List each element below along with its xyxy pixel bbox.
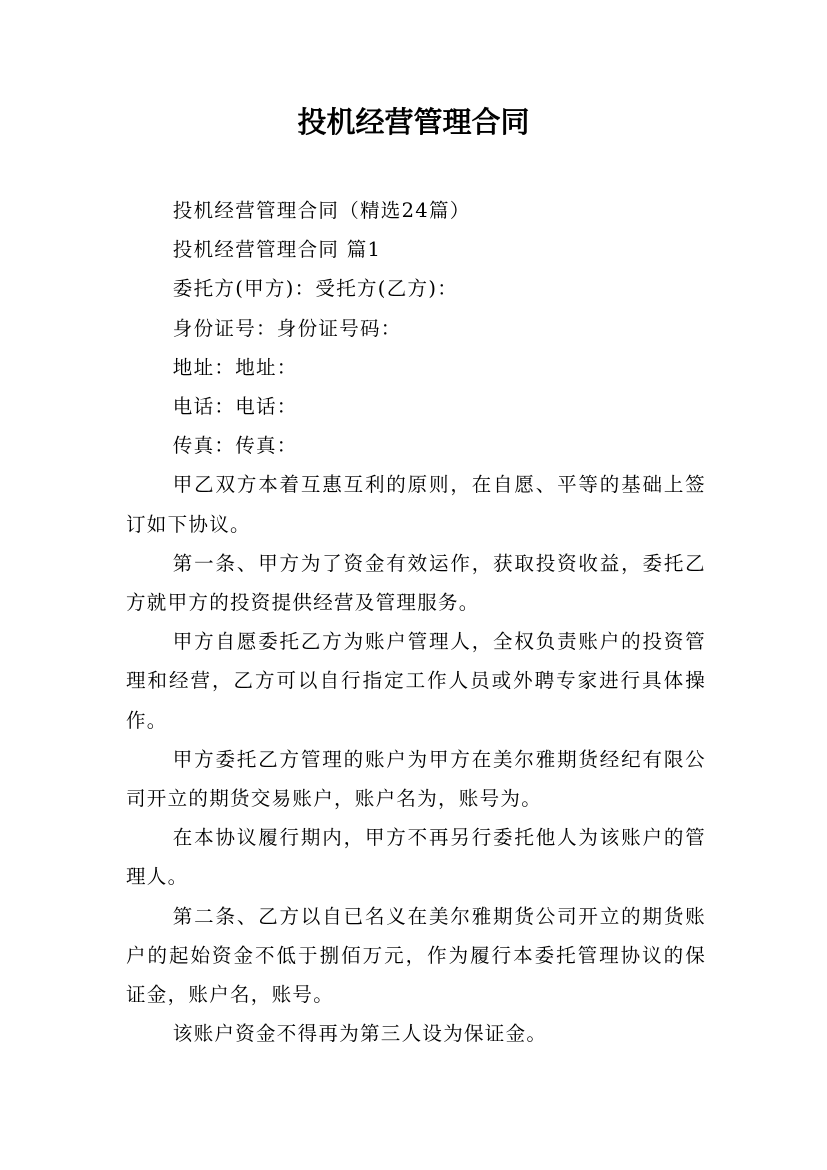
paragraph-phone: 电话：电话： (172, 395, 298, 419)
paragraph-account-manager: 甲方自愿委托乙方为账户管理人，全权负责账户的投资管理和经营，乙方可以自行指定工作人员或外聘专家进行具体操作。 (126, 630, 706, 732)
paragraph-parties: 委托方(甲方)：受托方(乙方)： (172, 277, 459, 301)
document-title: 投机经营管理合同 (297, 105, 530, 139)
paragraph-account-details: 甲方委托乙方管理的账户为甲方在美尔雅期货经纪有限公司开立的期货交易账户，账户名为，账号为。 (126, 747, 706, 811)
paragraph-subtitle: 投机经营管理合同（精选24篇） (172, 199, 471, 222)
paragraph-section-heading: 投机经营管理合同 篇1 (172, 238, 382, 262)
paragraph-deposit-restriction: 该账户资金不得再为第三人设为保证金。 (172, 1022, 548, 1046)
document-body (126, 191, 706, 1053)
paragraph-id-number: 身份证号：身份证号码： (172, 316, 402, 340)
paragraph-article-2: 第二条、乙方以自已名义在美尔雅期货公司开立的期货账户的起始资金不低于捌佰万元，作为履行本委托管理协议的保证金，账户名，账号。 (126, 904, 706, 1007)
paragraph-exclusivity: 在本协议履行期内，甲方不再另行委托他人为该账户的管理人。 (126, 826, 706, 889)
paragraph-fax: 传真：传真： (172, 434, 298, 458)
paragraph-address: 地址：地址： (172, 355, 298, 379)
paragraph-article-1: 第一条、甲方为了资金有效运作，获取投资收益，委托乙方就甲方的投资提供经营及管理服务。 (126, 551, 706, 615)
paragraph-preamble: 甲乙双方本着互惠互利的原则，在自愿、平等的基础上签订如下协议。 (126, 473, 706, 536)
